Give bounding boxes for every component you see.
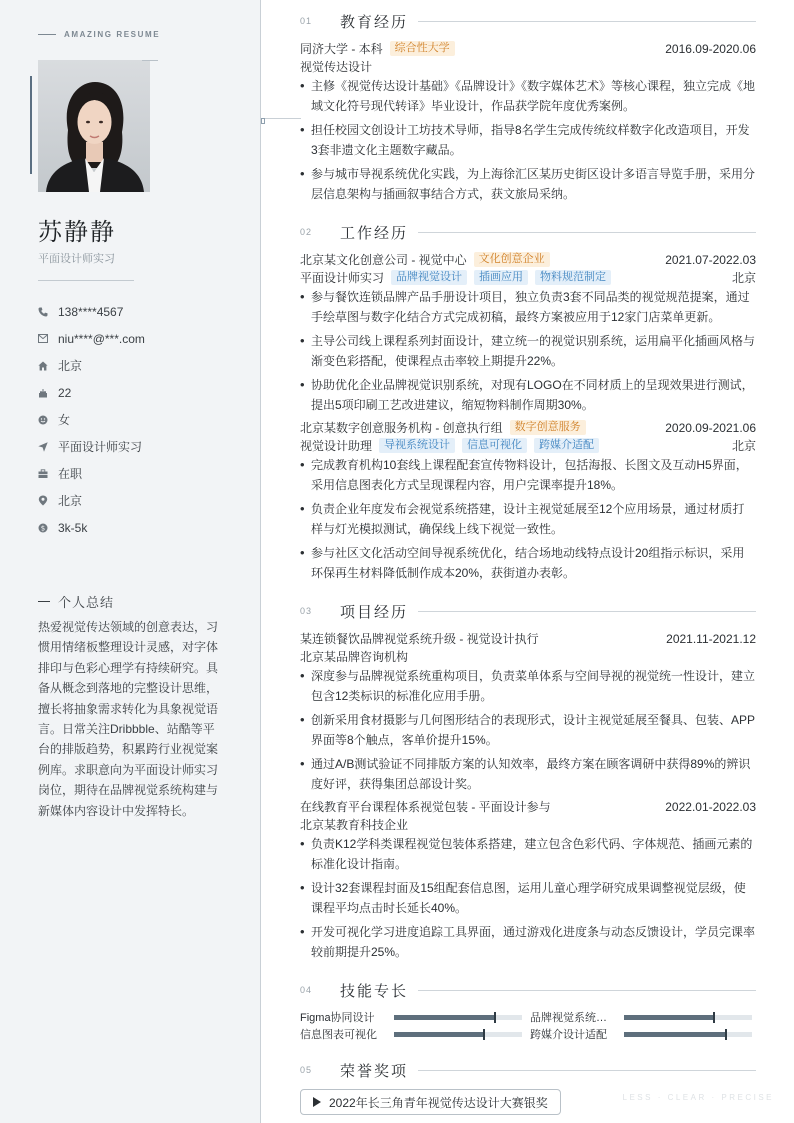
work-1-role: 平面设计师实习	[300, 271, 385, 285]
work-2-row	[300, 419, 756, 436]
project-1-name: 某连锁餐饮品牌视觉系统升级 - 视觉设计执行	[300, 632, 539, 646]
bullet-item: • 参与城市导视系统优化实践，为上海徐汇区某历史街区设计多语言导览手册，采用分层信息架构与插画叙事结合方式，获文旅局采纳。	[300, 164, 756, 204]
skill-name: 品牌视觉系统…	[530, 1012, 607, 1024]
project-1-row	[300, 630, 756, 647]
section-education-header	[300, 10, 756, 32]
profile-photo-frame	[38, 60, 150, 192]
project-2-date: 2022.01-2022.03	[665, 799, 756, 814]
work-2-bullets	[300, 455, 756, 583]
location-pin-icon	[38, 495, 58, 506]
contact-home	[38, 352, 145, 379]
skill-bar	[394, 1032, 522, 1037]
section-rule	[418, 990, 756, 991]
contact-salary-value: 3k-5k	[58, 520, 88, 535]
section-rule	[418, 611, 756, 612]
section-number: 05	[300, 1065, 313, 1075]
skill-bar	[394, 1015, 522, 1020]
section-title: 项目经历	[340, 603, 409, 621]
section-skills-header	[300, 979, 756, 1001]
project-2-row	[300, 798, 756, 815]
candidate-title: 平面设计师实习	[38, 253, 115, 265]
contact-location-value: 北京	[58, 494, 83, 508]
skill-bar-knob	[483, 1029, 485, 1040]
section-rule	[418, 21, 756, 22]
section-rule	[418, 232, 756, 233]
photo-corner-line	[142, 60, 158, 61]
section-number: 04	[300, 985, 313, 995]
skill-bar-fill	[624, 1015, 714, 1020]
work-1-bullets	[300, 287, 756, 415]
summary-dash	[38, 601, 50, 602]
skill-bar-fill	[394, 1015, 495, 1020]
contact-location	[38, 487, 145, 514]
bullet-item: • 设计32套课程封面及15组配套信息图，运用儿童心理学研究成果调整视觉层级，使课程平均点击时长延长40%。	[300, 878, 756, 918]
work-2-date: 2020.09-2021.06	[665, 420, 756, 435]
work-2-tag: 数字创意服务	[510, 420, 586, 435]
award-badge	[300, 1089, 561, 1115]
bullet-item: • 主修《视觉传达设计基础》《品牌设计》《数字媒体艺术》等核心课程，独立完成《地域文化符号现代转译》毕业设计，作品获学院年度优秀案例。	[300, 76, 756, 116]
home-icon	[38, 361, 58, 371]
education-tag: 综合性大学	[390, 41, 455, 56]
project-2-org: 北京某教育科技企业	[300, 818, 409, 832]
work-1-city: 北京	[731, 271, 756, 285]
contact-email	[38, 325, 145, 352]
watermark: LESS · CLEAR · PRECISE	[622, 1093, 774, 1102]
project-1-date: 2021.11-2021.12	[666, 631, 756, 646]
skill-bar-knob	[494, 1012, 496, 1023]
candidate-name: 苏静静	[38, 219, 116, 246]
contact-phone	[38, 298, 145, 325]
play-triangle-icon	[313, 1097, 321, 1107]
project-2-name: 在线教育平台课程体系视觉包装 - 平面设计参与	[300, 800, 551, 814]
bullet-item: • 创新采用食材摄影与几何图形结合的表现形式，设计主视觉延展至餐具、包装、APP界面等8个触点，客单价提升15%。	[300, 710, 756, 750]
bullet-item: • 参与餐饮连锁品牌产品手册设计项目，独立负责3套不同品类的视觉规范提案，通过手绘草图与数字化结合方式完成初稿，最终方案被应用于12家门店菜单更新。	[300, 287, 756, 327]
contact-age	[38, 379, 145, 406]
skill-item	[300, 1010, 522, 1024]
sidebar-divider	[38, 280, 134, 281]
bullet-item: • 担任校园文创设计工坊技术导师，指导8名学生完成传统纹样数字化改造项目，开发3套非遗文化主题数字藏品。	[300, 120, 756, 160]
award-label: 2022年长三角青年视觉传达设计大赛银奖	[329, 1095, 548, 1110]
bullet-item: • 负责企业年度发布会视觉系统搭建，设计主视觉延展至12个应用场景，通过材质打样与灯光模拟测试，确保线上线下视觉一致性。	[300, 499, 756, 539]
section-work-header	[300, 221, 756, 243]
skill-bar-knob	[725, 1029, 727, 1040]
work-1-company: 北京某文化创意公司 - 视觉中心	[300, 253, 467, 267]
skill-bar	[624, 1032, 752, 1037]
contact-email-value: niu****@***.com	[58, 331, 145, 346]
skill-tag: 插画应用	[474, 270, 528, 285]
contact-status-value: 在职	[58, 467, 83, 481]
education-school: 同济大学 - 本科	[300, 42, 383, 56]
section-title: 技能专长	[340, 982, 409, 1000]
brand	[38, 30, 160, 39]
work-1-tag: 文化创意企业	[474, 252, 550, 267]
portrait-illustration	[38, 60, 150, 192]
section-number: 02	[300, 227, 313, 237]
skill-item	[530, 1010, 752, 1024]
svg-text:$: $	[40, 524, 46, 533]
skill-name: 信息图表可视化	[300, 1029, 377, 1041]
work-2-company: 北京某数字创意服务机构 - 创意执行组	[300, 421, 503, 435]
skill-item	[300, 1027, 522, 1041]
cake-icon	[38, 388, 58, 398]
work-2-city: 北京	[731, 439, 756, 453]
contact-list	[38, 298, 145, 541]
work-1-role-row	[300, 269, 756, 286]
skill-name: 跨媒介设计适配	[530, 1029, 607, 1041]
skill-name: Figma协同设计	[300, 1012, 375, 1024]
section-title: 荣誉奖项	[340, 1062, 409, 1080]
project-2-bullets	[300, 834, 756, 962]
section-number: 03	[300, 606, 313, 616]
briefcase-icon	[38, 469, 58, 479]
bullet-item: • 协助优化企业品牌视觉识别系统，对现有LOGO在不同材质上的呈现效果进行测试，提出5项印刷工艺改进建议，缩短物料制作周期30%。	[300, 375, 756, 415]
skill-tag: 品牌视觉设计	[391, 270, 467, 285]
skill-bar	[624, 1015, 752, 1020]
contact-salary	[38, 514, 145, 541]
profile-photo	[38, 60, 150, 192]
project-1-bullets	[300, 666, 756, 794]
education-date: 2016.09-2020.06	[665, 41, 756, 56]
sidebar	[0, 0, 261, 1123]
education-bullets	[300, 76, 756, 204]
section-title: 教育经历	[340, 13, 409, 31]
skill-tag: 跨媒介适配	[534, 438, 599, 453]
summary-heading-label: 个人总结	[58, 595, 115, 610]
section-title: 工作经历	[340, 224, 409, 242]
contact-home-value: 北京	[58, 359, 83, 373]
skill-item	[530, 1027, 752, 1041]
contact-status	[38, 460, 145, 487]
timeline-marker-line	[265, 118, 301, 119]
education-major: 视觉传达设计	[300, 60, 373, 74]
section-awards-header	[300, 1059, 756, 1081]
summary-heading	[38, 592, 114, 611]
bullet-item: • 通过A/B测试验证不同排版方案的认知效率，最终方案在顾客调研中获得89%的辨识度好评，获得集团总部设计奖。	[300, 754, 756, 794]
brand-label: AMAZING RESUME	[64, 30, 161, 39]
contact-intent	[38, 433, 145, 460]
contact-gender-value: 女	[58, 413, 71, 427]
mail-icon	[38, 334, 58, 343]
phone-icon	[38, 307, 58, 317]
bullet-item: • 完成教育机构10套线上课程配套宣传物料设计，包括海报、长图文及互动H5界面，采用信息图表化方式呈现课程内容，用户完课率提升18%。	[300, 455, 756, 495]
contact-gender	[38, 406, 145, 433]
send-icon	[38, 442, 58, 452]
bullet-item: • 深度参与品牌视觉系统重构项目，负责菜单体系与空间导视的视觉统一性设计，建立包含12类标识的标准化应用手册。	[300, 666, 756, 706]
bullet-item: • 开发可视化学习进度追踪工具界面，通过游戏化进度条与动态反馈设计，学员完课率较前期提升25%。	[300, 922, 756, 962]
work-1-date: 2021.07-2022.03	[665, 252, 756, 267]
section-rule	[418, 1070, 756, 1071]
bullet-item: • 主导公司线上课程系列封面设计，建立统一的视觉识别系统，运用扁平化插画风格与渐变色彩搭配，使课程点击率较上期提升22%。	[300, 331, 756, 371]
salary-icon	[38, 523, 58, 533]
skill-bar-knob	[713, 1012, 715, 1023]
skill-bar-fill	[394, 1032, 484, 1037]
contact-age-value: 22	[58, 385, 72, 400]
contact-intent-value: 平面设计师实习	[58, 440, 143, 454]
brand-dash	[38, 34, 56, 35]
bullet-item: • 参与社区文化活动空间导视系统优化，结合场地动线特点设计20组指示标识，采用环保再生材料降低制作成本20%，获街道办表彰。	[300, 543, 756, 583]
photo-accent-bar	[30, 76, 32, 174]
skill-tag: 信息可视化	[462, 438, 527, 453]
contact-phone-value: 138****4567	[58, 304, 124, 319]
work-1-row	[300, 251, 756, 268]
skill-tag: 物料规范制定	[535, 270, 611, 285]
education-row	[300, 40, 756, 57]
work-2-role-row	[300, 437, 756, 454]
bullet-item: • 负责K12学科类课程视觉包装体系搭建，建立包含色彩代码、字体规范、插画元素的标准化设计指南。	[300, 834, 756, 874]
section-number: 01	[300, 16, 313, 26]
work-2-role: 视觉设计助理	[300, 439, 373, 453]
section-projects-header	[300, 600, 756, 622]
summary-text: 热爱视觉传达领域的创意表达，习惯用情绪板整理设计灵感，对字体排印与色彩心理学有持续研究。具备从概念到落地的完整设计思维，擅长将抽象需求转化为具象视觉语言。日常关注Dribbble、站酷等平台的排版趋势，积累跨行业视觉案例库。求职意向为平面设计师实习岗位，期待在品牌视觉系统构建与新媒体内容设计中发挥特长。	[38, 620, 219, 818]
smile-icon	[38, 415, 58, 425]
skill-bar-fill	[624, 1032, 726, 1037]
skill-tag: 导视系统设计	[379, 438, 455, 453]
project-1-org: 北京某品牌咨询机构	[300, 650, 409, 664]
